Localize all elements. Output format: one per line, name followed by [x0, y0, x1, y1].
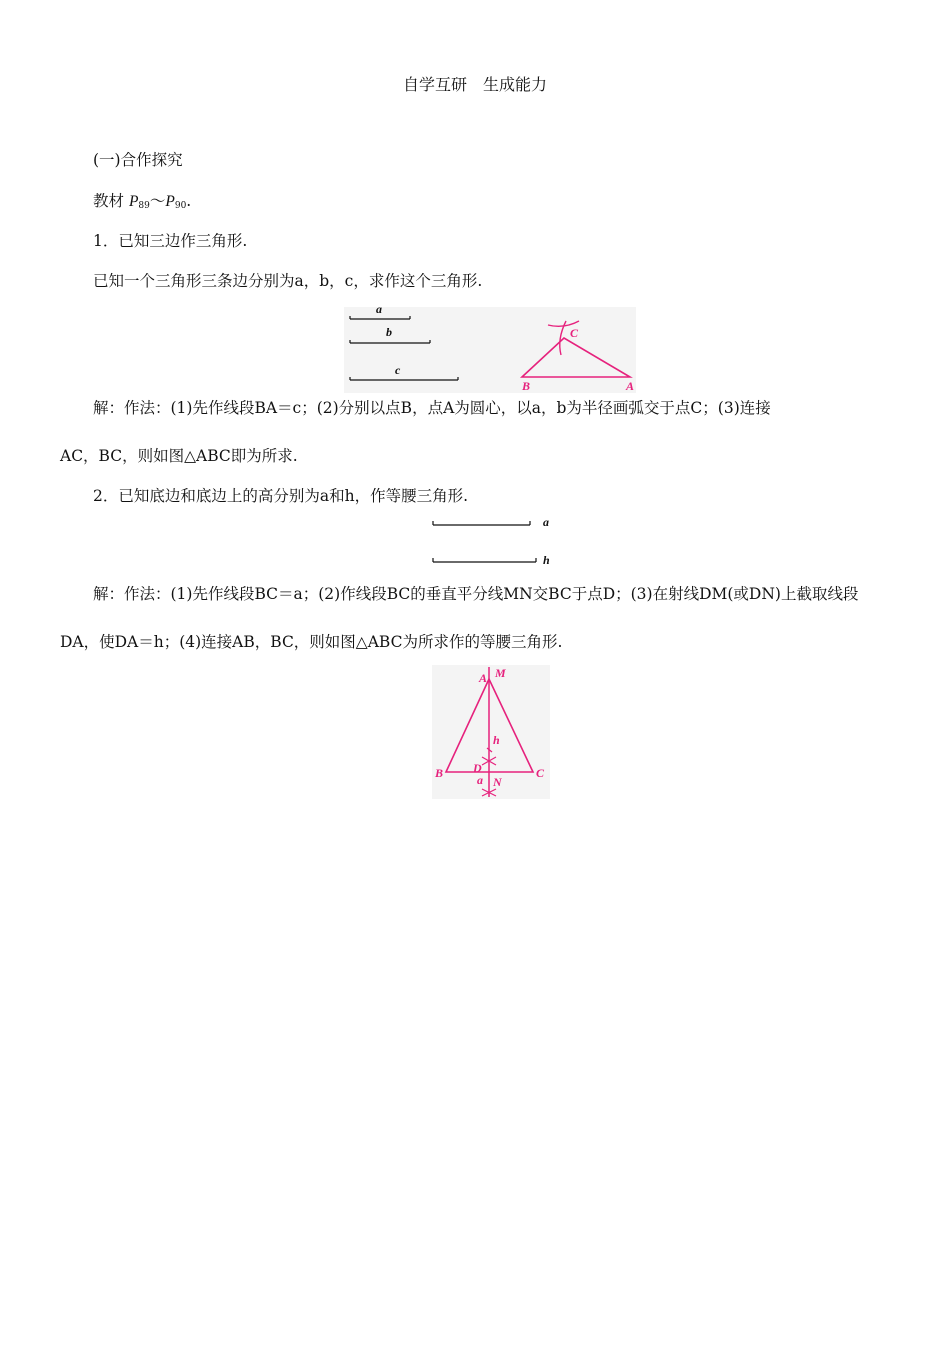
segment-b — [350, 325, 430, 343]
vertex-c-label: C — [536, 766, 545, 780]
problem2-segments — [428, 510, 558, 570]
problem1-solution-line1: 解：作法：(1)先作线段BA＝c；(2)分别以点B，点A为圆心，以a，b为半径画弧交于点C；(3)连接 — [93, 399, 771, 417]
triangle-abc — [521, 321, 634, 393]
problem1-statement: 已知一个三角形三条边分别为a，b，c，求作这个三角形. — [93, 272, 483, 290]
vertex-a-label: A — [479, 671, 488, 685]
section-label: (一)合作探究 — [93, 151, 183, 169]
vertex-c-label: C — [570, 326, 579, 340]
base-a-label: a — [477, 773, 483, 787]
textbook-prefix: 教材 — [93, 192, 129, 210]
problem2-segments-svg — [428, 510, 558, 570]
segment-c-label: c — [395, 363, 401, 377]
segment-a-label: a — [376, 307, 382, 316]
segment-a-label: a — [543, 515, 549, 529]
problem2-figure-svg — [432, 665, 550, 799]
textbook-pages — [93, 191, 191, 216]
problem2-solution-line1: 解：作法：(1)先作线段BC＝a；(2)作线段BC的垂直平分线MN交BC于点D；(3)在射线DM(或DN)上截取线段 — [93, 585, 859, 603]
vertex-b-label: B — [435, 766, 444, 780]
page-p1: P — [128, 193, 139, 210]
page-p2-sub: 90 — [174, 201, 187, 211]
point-n-label: N — [493, 775, 502, 789]
textbook-suffix: . — [186, 192, 192, 210]
segment-h-label: h — [543, 553, 550, 567]
problem1-figure — [344, 307, 636, 393]
page-p1-sub: 89 — [138, 201, 150, 211]
segment-c — [350, 363, 458, 380]
page-tilde: ～ — [149, 192, 166, 210]
segment-h — [433, 553, 550, 567]
problem2-solution-line2: DA，使DA＝h；(4)连接AB，BC，则如图△ABC为所求作的等腰三角形. — [60, 633, 563, 651]
problem2-heading: 2．已知底边和底边上的高分别为a和h，作等腰三角形. — [93, 487, 469, 505]
segment-b-label: b — [386, 325, 392, 339]
vertex-b-label: B — [522, 379, 531, 393]
problem1-solution-line2: AC，BC，则如图△ABC即为所求. — [60, 447, 298, 465]
page-p2: P — [165, 193, 175, 210]
vertex-a-label: A — [626, 379, 635, 393]
problem1-heading: 1．已知三边作三角形. — [93, 232, 248, 250]
isosceles-triangle — [434, 666, 545, 797]
height-h-label: h — [493, 733, 500, 747]
segment-a — [433, 515, 549, 529]
segment-a — [350, 307, 410, 319]
problem1-figure-svg — [344, 307, 636, 393]
point-d-label: D — [473, 761, 482, 775]
problem2-figure — [432, 665, 550, 799]
point-m-label: M — [495, 666, 506, 680]
page-title: 自学互研 生成能力 — [402, 75, 547, 94]
